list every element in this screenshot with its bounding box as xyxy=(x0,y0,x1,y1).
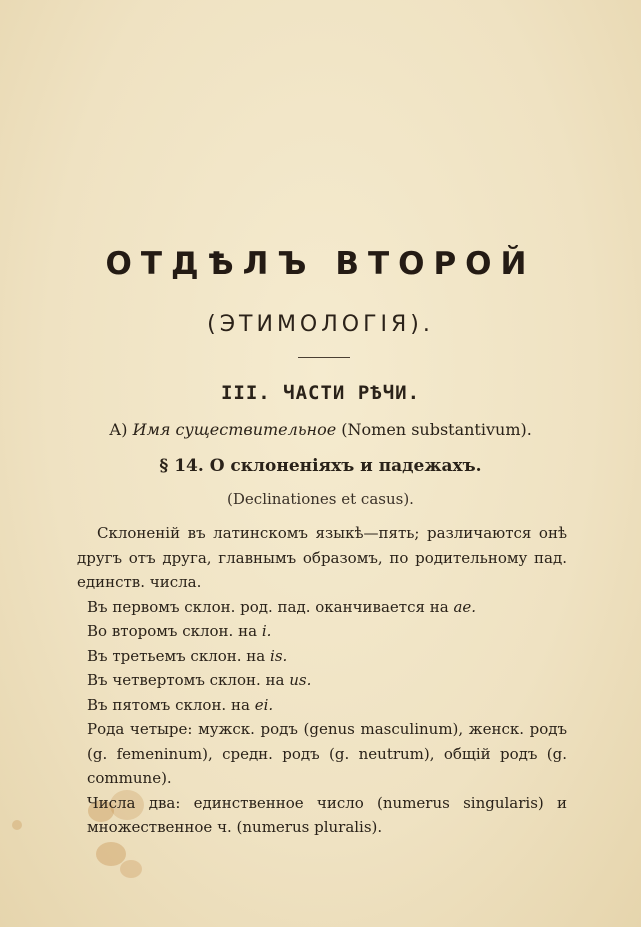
declension-ending: i. xyxy=(261,622,272,640)
declension-text: Въ первомъ склон. род. пад. оканчивается на xyxy=(87,597,449,616)
stain xyxy=(12,820,22,830)
declension-text: Во второмъ склон. на xyxy=(87,622,258,640)
declension-text: Въ пятомъ склон. на xyxy=(87,695,250,714)
declension-line xyxy=(77,693,567,718)
declension-ending: ei. xyxy=(254,695,274,714)
declension-line xyxy=(77,644,567,669)
subsection-heading xyxy=(0,420,641,439)
subsection-russian: Имя существительное xyxy=(132,420,337,439)
declension-ending: us. xyxy=(289,671,312,689)
subsection-prefix: А) xyxy=(109,420,128,439)
declension-text: Въ третьемъ склон. на xyxy=(87,646,266,665)
paragraph-latin-heading: (Declinationes et casus). xyxy=(227,490,414,508)
declension-line xyxy=(77,668,567,693)
stain xyxy=(120,860,142,878)
paragraph-heading: § 14. О склоненіяхъ и падежахъ. xyxy=(159,456,482,476)
genders-paragraph: Рода четыре: мужск. родъ (genus masculinum), женск. родъ (g. femeninum), средн. родъ (g. neutrum), общій родъ (g. commune). xyxy=(87,720,567,787)
divider xyxy=(298,357,350,358)
section-subtitle: (ЭТИМОЛОГІЯ). xyxy=(207,312,434,337)
declension-line xyxy=(77,595,567,620)
numbers-paragraph: Числа два: единственное число (numerus singularis) и множественное ч. (numerus pluralis). xyxy=(87,793,567,836)
declension-ending: is. xyxy=(270,646,288,665)
section-title: ОТДѢЛЪ ВТОРОЙ xyxy=(105,246,536,282)
chapter-heading: III. ЧАСТИ РѢЧИ. xyxy=(220,382,421,404)
intro-paragraph: Склоненій въ латинскомъ языкѣ—пять; различаются онѣ другъ отъ друга, главнымъ образомъ, по родительному пад. единств. числа. xyxy=(77,524,567,591)
declension-line xyxy=(77,619,567,644)
body-text xyxy=(77,521,567,840)
declension-ending: ae. xyxy=(453,597,477,616)
declension-text: Въ четвертомъ склон. на xyxy=(87,671,285,689)
subsection-latin: (Nomen substantivum). xyxy=(341,420,532,439)
